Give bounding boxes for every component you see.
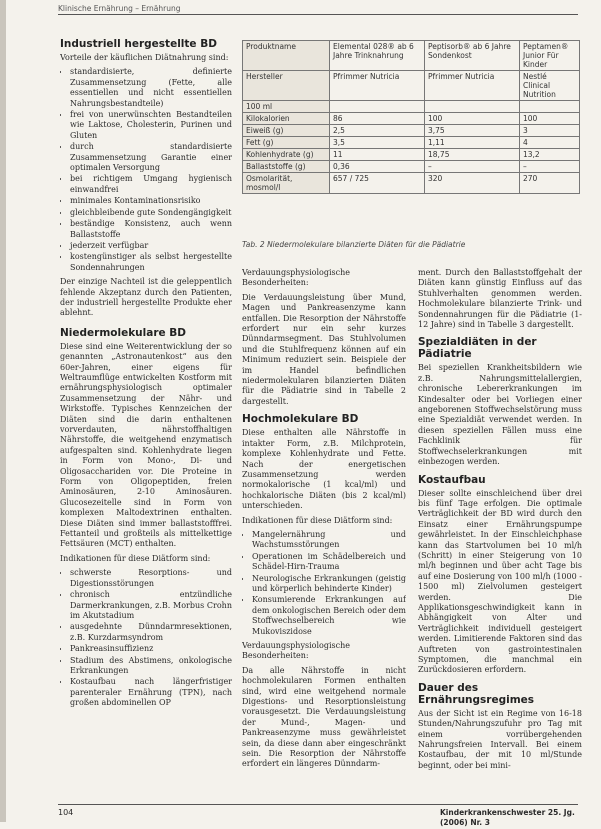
table-cell: Kilokalorien [243, 113, 330, 125]
list-item: • frei von unerwünschten Bestandteilen wie Laktose, Cholesterin, Purinen und Gluten [70, 110, 232, 141]
table-cell: Peptisorb® ab 6 Jahre Sondenkost [425, 41, 520, 71]
table-cell [330, 101, 425, 113]
list-item: • beständige Konsistenz, auch wenn Ballaststoffe [70, 219, 232, 240]
table-cell: 100 [520, 113, 580, 125]
table-cell: Eiweiß (g) [243, 125, 330, 137]
table-row [243, 113, 580, 125]
table-cell: 1,11 [425, 137, 520, 149]
heading-spezialdiaeten: Spezialdiäten in der Pädiatrie [418, 336, 537, 361]
vorteile-list [60, 67, 232, 273]
table-cell: 3,75 [425, 125, 520, 137]
running-head: Klinische Ernährung – Ernährung [58, 4, 181, 13]
table-cell: 18,75 [425, 149, 520, 161]
mid-ind-list [242, 530, 406, 637]
list-item: • minimales Kontaminationsrisiko [70, 196, 232, 206]
table-row [243, 161, 580, 173]
list-item: • chronisch entzündliche Darmerkrankungen, z.B. Morbus Crohn im Akutstadium [70, 590, 232, 621]
right-body2: Bei speziellen Krankheitsbildern wie z.B. Nahrungsmittelallergien, chronische Lebererkrankungen im Kindesalter oder bei Vorliegen einer angeborenen Stoffwechselstörung muss eine Spezialdiät verwendet werden. In diesen speziellen Fällen muss eine Fachklinik für Stoffwechselerkrankungen mit einbezogen werden. [418, 363, 582, 467]
mid-body1: Die Verdauungsleistung über Mund, Magen und Pankreasenzyme kann entfallen. Die Resorption der Nährstoffe erfordert nur ein sehr kurzes Dünndarmsegment. Das Stuhlvolumen und die Stuhlfrequenz können auf ein Minimum reduziert sein. Beispiele der im Handel befindlichen niedermolekularen bilanzierten Diäten für die Pädiatrie sind in Tabelle 2 dargestellt. [242, 292, 406, 406]
table-row [243, 101, 580, 113]
table-row [243, 173, 580, 194]
list-item: • Neurologische Erkrankungen (geistig und körperlich behinderte Kinder) [252, 574, 406, 595]
mid-ind-intro: Indikationen für diese Diätform sind: [242, 515, 393, 525]
list-item: • durch standardisierte Zusammensetzung Garantie einer optimalen Versorgung [70, 142, 232, 173]
mid-intro: Verdauungsphysiologische Besonderheiten: [242, 268, 350, 288]
diet-table [242, 40, 580, 194]
table-cell: 13,2 [520, 149, 580, 161]
header-rule [58, 14, 578, 15]
table-cell: 270 [520, 173, 580, 194]
table-cell [520, 101, 580, 113]
table-cell: 4 [520, 137, 580, 149]
left-column [60, 38, 232, 800]
table-cell: 0,36 [330, 161, 425, 173]
table-row [243, 71, 580, 101]
table-cell: Pfrimmer Nutricia [330, 71, 425, 101]
indications-intro: Indikationen für diese Diätform sind: [60, 553, 211, 563]
heading-niedermolekulare: Niedermolekulare BD [60, 326, 187, 339]
heading-hochmolekulare: Hochmolekulare BD [242, 413, 359, 426]
nachteil-paragraph: Der einzige Nachteil ist die geleppentlich fehlende Akzeptanz durch den Patienten, der industriell hergestellte Produkte eher ablehnt. [60, 277, 232, 318]
mid-besonderheiten: Verdauungsphysiologische Besonderheiten: [242, 641, 350, 661]
right-column [418, 268, 582, 800]
table-cell: – [520, 161, 580, 173]
table-cell: – [425, 161, 520, 173]
table-header-row [243, 41, 580, 71]
heading-kostaufbau: Kostaufbau [418, 473, 486, 486]
list-item: • Pankreasinsuffizienz [70, 644, 232, 654]
heading-dauer: Dauer des Ernährungsregimes [418, 681, 535, 706]
mid-body3: Da alle Nährstoffe in nicht hochmolekularen Formen enthalten sind, wird eine weitgehend normale Digestions- und Resorptionsleistung vorausgesetzt. Die Verdauungsleistung der Mund-, Magen- und Pankreasenzyme muss gewährleistet sein, da diese dann aber eingeschränkt sein. Die Resorption der Nährstoffe erfordert ein längeres Dünndarm- [242, 665, 406, 769]
table-cell: 86 [330, 113, 425, 125]
list-item: • Stadium des Abstimens, onkologische Erkrankungen [70, 656, 232, 677]
table-cell [425, 101, 520, 113]
list-item: • schwerste Resorptions- und Digestionsstörungen [70, 568, 232, 589]
table-row [243, 149, 580, 161]
list-item: • Kostaufbau nach längerfristiger parenteraler Ernährung (TPN), nach großen abdominellen OP [70, 677, 232, 708]
table-cell: 100 ml [243, 101, 330, 113]
middle-column [242, 268, 406, 800]
list-item: • Mangelernährung und Wachstumsstörungen [252, 530, 406, 551]
table-cell: Osmolarität, mosmol/l [243, 173, 330, 194]
left-margin-bar [0, 0, 6, 822]
list-item: • bei richtigem Umgang hygienisch einwandfrei [70, 174, 232, 195]
table-cell: Elemental 028® ab 6 Jahre Trinknahrung [330, 41, 425, 71]
table-cell: 3 [520, 125, 580, 137]
list-item: • Konsumierende Erkrankungen auf dem onkologischen Bereich oder dem Stoffwechselbereich wie Mukoviszidose [252, 595, 406, 637]
indications-list [60, 568, 232, 708]
table-cell: Hersteller [243, 71, 330, 101]
table-cell: 657 / 725 [330, 173, 425, 194]
table-cell: Produktname [243, 41, 330, 71]
vorteile-intro: Vorteile der käuflichen Diätnahrung sind: [60, 53, 229, 62]
table-cell: Pfrimmer Nutricia [425, 71, 520, 101]
list-item: • Operationen im Schädelbereich und Schädel-Hirn-Trauma [252, 552, 406, 573]
table-cell: 100 [425, 113, 520, 125]
list-item: • standardisierte, definierte Zusammensetzung (Fette, alle essentiellen und nicht essentiellen Nahrungsbestandteile) [70, 67, 232, 109]
table-wrapper [242, 40, 580, 236]
footer-rule [58, 804, 578, 805]
page-number: 104 [58, 808, 74, 817]
table-cell: 11 [330, 149, 425, 161]
right-body3: Dieser sollte einschleichend über drei bis fünf Tage erfolgen. Die optimale Verträglichkeit der BD wird durch den Einsatz einer Ernährungspumpe gewährleistet. In der Einschleichphase kann das Startvolumen bei 10 ml/h (Schritt) in einer Steigerung von 10 ml/h beginnen und über acht Tage bis auf eine Dosierung von 100 ml/h (1000 - 1500 ml) Zielvolumen gesteigert werden. Die Applikationsgeschwindigkeit kann in Abhängigkeit von Alter und Verträglichkeit individuell gesteigert werden. Limitierende Faktoren sind das Auftreten von gastrointestinalen Symptomen, die manchmal ein Zurückdosieren erfordern. [418, 488, 582, 675]
table-cell: Fett (g) [243, 137, 330, 149]
list-item: • ausgedehnte Dünndarmresektionen, z.B. Kurzdarmsyndrom [70, 622, 232, 643]
right-body4: Aus der Sicht ist ein Regime von 16-18 Stunden/Nahrungszufuhr pro Tag mit einem vorrübergehenden Nahrungsfreien Intervall. Bei einem Kostaufbau, der mit 10 ml/Stunde beginnt, oder bei mini- [418, 708, 582, 770]
table-cell: Ballaststoffe (g) [243, 161, 330, 173]
table-cell: Nestlé Clinical Nutrition [520, 71, 580, 101]
table-cell: 3,5 [330, 137, 425, 149]
table-cell: Peptamen® Junior Für Kinder [520, 41, 580, 71]
niedermolekulare-body: Diese sind eine Weiterentwicklung der so genannten „Astronautenkost“ aus den 60er-Jahren, einer eigens für Weltraumflüge entwickelten Kostform mit ernährungsphysiologisch optimaler Zusammensetzung der Nähr- und Wirkstoffe. Typisches Kennzeichen der Diäten sind die darin enthaltenen vorverdauten, nährstoffhaltigen Nährstoffe, die weitgehend enzymatisch aufgespalten sind. Kohlenhydrate liegen in Form von Mono-, Di- und Oligosacchariden vor. Die Proteine in Form von Oligopeptiden, freien Aminosäuren, 2-10 Aminosäuren. Glucosezeitelle sind in Form von komplexen Maltodextrinen enthalten. Diese Diäten sind immer ballaststofffrei. Fettanteil und großteils als mittelkettige Fettsäuren (MCT) enthalten. [60, 341, 232, 549]
right-body1: ment. Durch den Ballaststoffgehalt der Diäten kann günstig Einfluss auf das Stuhlverhalten genommen werden. Hochmolekulare bilanzierte Trink- und Sondennahrungen für die Pädiatrie (1-12 Jahre) sind in Tabelle 3 dargestellt. [418, 268, 582, 330]
list-item: • jederzeit verfügbar [70, 241, 232, 251]
table-row [243, 125, 580, 137]
table-cell: 2,5 [330, 125, 425, 137]
table-row [243, 137, 580, 149]
journal-footer: Kinderkrankenschwester 25. Jg. (2006) Nr. 3 [440, 808, 575, 828]
heading-industriell: Industriell hergestellte BD [60, 38, 217, 50]
table-caption: Tab. 2 Niedermolekulare bilanzierte Diäten für die Pädiatrie [242, 240, 466, 249]
table-cell: Kohlenhydrate (g) [243, 149, 330, 161]
list-item: • kostengünstiger als selbst hergestellte Sondennahrungen [70, 252, 232, 273]
mid-body2: Diese enthalten alle Nährstoffe in intakter Form, z.B. Milchprotein, komplexe Kohlenhydrate und Fette. Nach der energetischen Zusammensetzung werden normokalorische (1 kcal/ml) und hochkalorische Diäten (bis 2 kcal/ml) unterschieden. [242, 428, 406, 511]
table-cell: 320 [425, 173, 520, 194]
list-item: • gleichbleibende gute Sondengängigkeit [70, 208, 232, 218]
